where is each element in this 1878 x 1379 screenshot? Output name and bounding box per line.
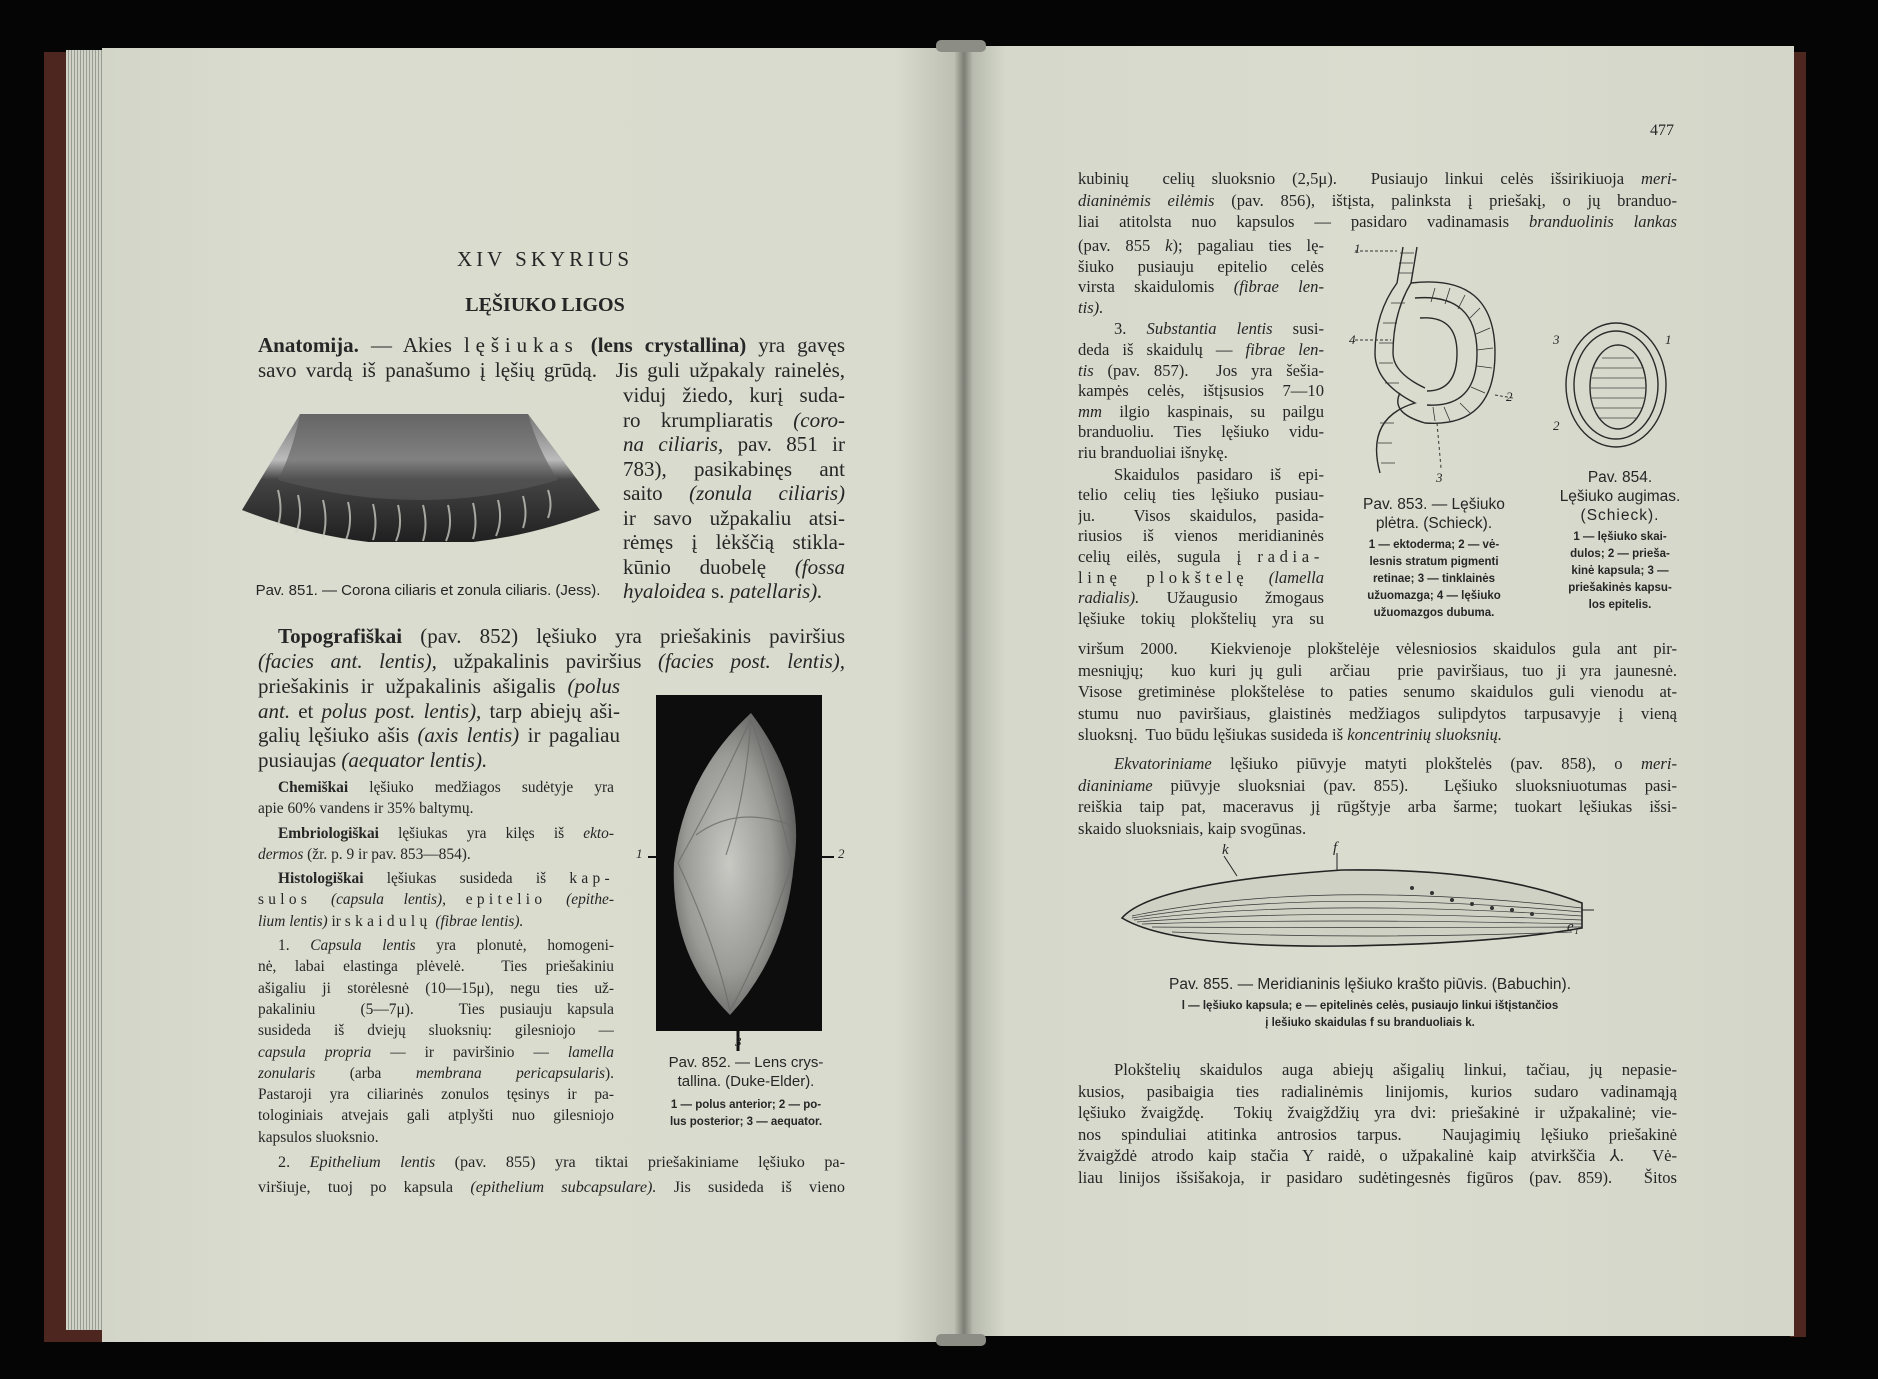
text-run: 1. bbox=[278, 937, 311, 955]
italic-text: ekto- bbox=[583, 824, 614, 842]
figure-852-caption bbox=[650, 1053, 842, 1131]
bold-text: Histologiškai bbox=[278, 870, 364, 888]
text-line bbox=[1078, 1102, 1677, 1124]
legend-line: l — lęšiuko kapsula; e — epitelinės celės, pusiaujo linkui ištįstančios bbox=[1181, 1000, 1559, 1012]
anatomy-paragraph bbox=[258, 333, 845, 382]
italic-text: fibrae len- bbox=[1245, 339, 1324, 359]
text-run: susideda iš dviejų sluoksnių: gilesniojo — bbox=[258, 1022, 614, 1040]
figure-855-caption bbox=[1090, 975, 1650, 1032]
italic-text: (aequator lentis). bbox=[341, 747, 488, 772]
paragraph bbox=[258, 823, 614, 866]
text-line bbox=[1078, 506, 1324, 527]
text-line bbox=[1078, 526, 1324, 547]
text-line bbox=[258, 1084, 614, 1105]
book-gutter bbox=[955, 46, 973, 1342]
figure-851-caption bbox=[232, 581, 624, 600]
text-run: Visose gretiminėse plokštelėse to paties senumo skaidulos guli vienodu at- bbox=[1078, 682, 1677, 702]
substantia-paragraphs bbox=[1078, 236, 1324, 629]
spaced-text: lęšiukas bbox=[463, 333, 579, 357]
figure-852-image bbox=[656, 695, 822, 1057]
legend-line: 1 — polus anterior; 2 — po- bbox=[670, 1099, 822, 1111]
text-line bbox=[258, 935, 614, 956]
topography-paragraph-column bbox=[258, 674, 620, 772]
italic-text: hyaloidea bbox=[623, 579, 706, 603]
text-line bbox=[258, 1175, 845, 1200]
text-run: nos spinduliai atitinka antrosios tarpus. Naujagimių lęšiuko priešakinė bbox=[1078, 1124, 1677, 1144]
text-run: et bbox=[290, 698, 322, 723]
text-run: lęšiukas susideda iš bbox=[363, 870, 570, 888]
text-run: kubinių celių sluoksnio (2,5μ). Pusiaujo linkui celės išsirikiuoja bbox=[1078, 169, 1642, 188]
text-run: savo vardą iš panašumo į lęšių grūdą. Jis guli užpakaly rainelės, bbox=[258, 357, 845, 382]
text-line bbox=[1078, 443, 1324, 464]
italic-text: meri- bbox=[1641, 753, 1677, 773]
figure-855-label-e1: e₁ bbox=[1567, 919, 1579, 935]
page-number: 477 bbox=[1650, 122, 1674, 139]
legend-line: lus posterior; 3 — aequator. bbox=[669, 1116, 823, 1128]
text-run: liai atitolsta nuo kapsulos — pasidaro vadinamasis bbox=[1078, 212, 1529, 232]
text-run bbox=[579, 333, 591, 357]
figure-852-label-2: 2 bbox=[838, 846, 845, 861]
text-run: yra gavęs bbox=[746, 333, 845, 357]
paragraph bbox=[258, 624, 845, 673]
italic-text: (fossa bbox=[794, 554, 845, 579]
caption-line: Pav. 853. — Lęšiuko bbox=[1363, 496, 1505, 513]
legend-line: lesnis stratum pigmenti bbox=[1369, 556, 1499, 568]
text-run: viršiuje, tuoj po kapsula bbox=[258, 1177, 471, 1196]
text-line bbox=[1078, 277, 1324, 298]
italic-text: dermos bbox=[258, 845, 304, 863]
text-line bbox=[1078, 168, 1677, 190]
paragraph bbox=[1078, 1059, 1677, 1189]
text-line bbox=[1078, 298, 1324, 319]
text-run: (arba bbox=[315, 1064, 416, 1082]
text-line bbox=[1078, 319, 1324, 340]
text-line bbox=[1078, 588, 1324, 609]
legend-line: užuomazgos dubuma. bbox=[1373, 607, 1495, 619]
text-run: pusiaujas bbox=[258, 747, 342, 772]
bold-text: Embriologiškai bbox=[278, 824, 379, 842]
histology-paragraphs bbox=[258, 777, 614, 1148]
caption-line: plėtra. (Schieck). bbox=[1375, 515, 1493, 532]
text-run: lęšiuko piūvyje matyti plokštelės (pav. 858), o bbox=[1211, 753, 1642, 773]
italic-text: koncentrinių sluoksnių. bbox=[1347, 725, 1503, 745]
italic-text: tis bbox=[1078, 360, 1094, 380]
caption-line: (Schieck). bbox=[1580, 507, 1660, 524]
text-run bbox=[311, 891, 331, 908]
chapter-heading: XIV SKYRIUS bbox=[456, 247, 634, 271]
caption-line: Pav. 852. — Lens crys- bbox=[668, 1054, 824, 1071]
italic-text: k bbox=[1165, 236, 1173, 255]
bold-text: Anatomija. bbox=[258, 333, 359, 357]
text-line bbox=[258, 649, 845, 674]
paragraph bbox=[258, 868, 614, 932]
text-run: lęšiuko medžiagos sudėtyje yra bbox=[348, 779, 614, 796]
text-run: ašigaliu ji storėlesnė (10—15μ), negu ties už- bbox=[258, 979, 614, 997]
text-run: ju. Visos skaidulos, pasida- bbox=[1078, 505, 1324, 525]
text-line bbox=[258, 798, 614, 819]
text-run: (pav. 857). Jos yra šešia- bbox=[1093, 360, 1324, 380]
text-line bbox=[1078, 1167, 1677, 1189]
text-run: piūvyje sluoksniai (pav. 855). Lęšiuko sluoksniuotumas pasi- bbox=[1152, 775, 1677, 795]
text-line bbox=[258, 358, 845, 383]
italic-text: (capsula lentis), bbox=[330, 891, 446, 909]
text-run: sluoksnį. Tuo būdu lęšiukas susideda iš bbox=[1078, 725, 1348, 745]
text-run: (žr. p. 9 ir pav. 853—854). bbox=[303, 845, 471, 863]
italic-text: tis). bbox=[1078, 297, 1104, 317]
text-line bbox=[258, 911, 614, 932]
text-line bbox=[258, 333, 845, 358]
text-line bbox=[258, 748, 620, 773]
italic-text: (axis lentis) bbox=[417, 723, 520, 747]
figure-855-label-k: k bbox=[1222, 842, 1229, 858]
italic-text: capsula propria bbox=[258, 1043, 372, 1061]
text-run: saito bbox=[623, 481, 690, 505]
figure-852-label-3: 3 bbox=[735, 1034, 742, 1049]
text-line bbox=[258, 956, 614, 977]
text-line bbox=[1078, 257, 1324, 278]
italic-text: lium lentis) bbox=[258, 912, 328, 930]
italic-text: na ciliaris, bbox=[623, 432, 724, 456]
italic-text: (facies post. lentis), bbox=[657, 648, 845, 673]
text-line bbox=[258, 674, 620, 699]
text-run: Pastaroji yra ciliarinės zonulos tęsinys ir pa- bbox=[258, 1086, 614, 1104]
text-run: ); pagaliau ties lę- bbox=[1172, 236, 1324, 255]
italic-text: Ekvatoriniame bbox=[1114, 753, 1212, 773]
text-run: telio celių ties lęšiuko pusiau- bbox=[1078, 485, 1324, 505]
page-edges bbox=[66, 50, 106, 1330]
italic-text: Capsula lentis bbox=[310, 937, 416, 955]
spaced-text: kap- bbox=[569, 870, 614, 888]
figure-853-caption bbox=[1332, 495, 1536, 622]
binding-clip-bottom bbox=[936, 1334, 986, 1346]
figure-853-label-3: 3 bbox=[1436, 470, 1443, 485]
italic-text: (coro- bbox=[793, 407, 845, 432]
text-line bbox=[258, 699, 620, 724]
text-line bbox=[258, 777, 614, 798]
spaced-text: sulos bbox=[258, 891, 312, 909]
text-line bbox=[1078, 796, 1677, 818]
italic-text: meri- bbox=[1641, 169, 1677, 188]
caption-line: Pav. 855. — Meridianinis lęšiuko krašto piūvis. (Babuchin). bbox=[1168, 976, 1572, 993]
bold-text: Chemiškai bbox=[278, 779, 349, 796]
italic-text: polus post. lentis), bbox=[321, 698, 482, 723]
text-run: s. bbox=[705, 579, 730, 603]
text-line bbox=[623, 383, 845, 408]
text-run: tarp abiejų aši- bbox=[481, 698, 620, 723]
text-run: (pav. 856), ištįsta, palinksta į priešakį, o jų branduo- bbox=[1214, 190, 1677, 210]
text-line bbox=[1078, 753, 1677, 775]
figure-854-label-2: 2 bbox=[1553, 418, 1560, 433]
paragraph bbox=[258, 333, 845, 382]
text-run: mesniųjų; kuo kuri jų guli arčiau prie paviršiaus, tuo ji yra jaunesnė. bbox=[1078, 660, 1677, 680]
paragraph bbox=[258, 674, 620, 772]
text-line bbox=[623, 555, 845, 580]
text-run: Užaugusio žmogaus bbox=[1139, 588, 1324, 608]
text-run: skaido sluoksniais, kaip svogūnas. bbox=[1078, 818, 1307, 838]
text-line bbox=[258, 844, 614, 865]
italic-text: (facies ant. lentis), bbox=[258, 648, 437, 673]
italic-text: branduolinis lankas bbox=[1528, 212, 1677, 232]
paragraph bbox=[1078, 465, 1324, 630]
text-line bbox=[623, 408, 845, 433]
text-run: lęšiukas yra kilęs iš bbox=[378, 824, 584, 842]
text-line bbox=[258, 1105, 614, 1126]
text-run: ir pagaliau bbox=[519, 723, 620, 747]
caption-line: Pav. 854. bbox=[1587, 469, 1653, 486]
text-run bbox=[1248, 568, 1268, 587]
text-line bbox=[1078, 568, 1324, 589]
italic-text: lamella bbox=[567, 1043, 614, 1061]
figure-854-label-3: 3 bbox=[1553, 332, 1560, 347]
italic-text: radialis). bbox=[1078, 588, 1140, 608]
italic-text: Substantia lentis bbox=[1146, 319, 1273, 339]
paragraph bbox=[258, 935, 614, 1148]
italic-text: (polus bbox=[567, 674, 620, 698]
text-run: ir bbox=[327, 912, 345, 930]
text-line bbox=[258, 999, 614, 1020]
figure-855-label-f: f bbox=[1333, 840, 1338, 856]
text-run: celių eilės, sugula į bbox=[1078, 546, 1258, 566]
text-run: kampės celės, ištįsusios 7—10 bbox=[1078, 381, 1324, 401]
caption-line: Lęšiuko augimas. bbox=[1559, 488, 1681, 505]
legend-line: dulos; 2 — prieša- bbox=[1570, 548, 1670, 560]
text-line bbox=[258, 1020, 614, 1041]
text-run: galių lęšiuko ašis bbox=[258, 723, 418, 747]
text-line bbox=[258, 978, 614, 999]
text-run: branduoliu. Ties lęšiuko vidu- bbox=[1078, 422, 1324, 442]
italic-text: (lamella bbox=[1268, 567, 1324, 587]
text-line bbox=[623, 579, 845, 604]
text-line bbox=[1078, 361, 1324, 382]
text-line bbox=[1078, 775, 1677, 797]
epithelium-paragraph bbox=[258, 1150, 845, 1199]
paragraph bbox=[258, 1150, 845, 1199]
text-line bbox=[1078, 609, 1324, 630]
text-line bbox=[1078, 638, 1677, 660]
legend-line: 1 — lęšiuko skai- bbox=[1573, 531, 1667, 543]
text-run: ir savo užpakaliu atsi- bbox=[623, 505, 845, 530]
text-line bbox=[258, 823, 614, 844]
text-run: Jis susideda iš vieno bbox=[656, 1177, 845, 1196]
text-run: reiškia taip pat, maceravus jį rūgštyje arba šarme; tuokart lęšiukas išsi- bbox=[1078, 797, 1677, 817]
spaced-text: radia- bbox=[1257, 546, 1324, 566]
text-run: nė, labai elastinga plėvelė. Ties priešakiniu bbox=[258, 958, 614, 976]
paragraph bbox=[1078, 168, 1677, 233]
text-line bbox=[258, 723, 620, 748]
spaced-text: skaidulų bbox=[344, 912, 432, 930]
text-line bbox=[1078, 422, 1324, 443]
text-run: apie 60% vandens ir 35% baltymų. bbox=[258, 800, 474, 818]
text-line bbox=[1078, 340, 1324, 361]
text-line bbox=[258, 1150, 845, 1175]
text-run: 783), pasikabinęs ant bbox=[623, 456, 845, 481]
paragraph bbox=[1078, 753, 1677, 839]
italic-text: (zonula ciliaris) bbox=[689, 481, 845, 505]
figure-851-image bbox=[238, 410, 604, 542]
figure-853-drawing bbox=[1345, 243, 1520, 478]
text-run: (pav. 855 bbox=[1078, 236, 1166, 255]
text-line bbox=[1078, 402, 1324, 423]
figure-854-label-1: 1 bbox=[1665, 332, 1672, 347]
legend-line: los epitelis. bbox=[1588, 599, 1652, 611]
text-run: viršum 2000. Kiekvienoje plokštelėje vėlesniosios skaidulos gula ant pir- bbox=[1078, 639, 1677, 658]
anatomy-paragraph-column bbox=[623, 383, 845, 604]
lens-star-paragraph bbox=[1078, 1059, 1677, 1189]
text-line bbox=[1078, 660, 1677, 682]
text-line bbox=[1078, 1059, 1677, 1081]
text-run: rėmęs į lėkščią stikla- bbox=[623, 530, 845, 554]
figure-853-label-2: 2 bbox=[1506, 389, 1513, 404]
text-line bbox=[1078, 547, 1324, 568]
text-run: 2. bbox=[278, 1153, 310, 1171]
figure-851-caption-text: Pav. 851. — Corona ciliaris et zonula ciliaris. (Jess). bbox=[255, 582, 601, 599]
text-run: kapsulos sluoksnio. bbox=[258, 1128, 379, 1146]
text-line bbox=[258, 1042, 614, 1063]
italic-text: (fibrae len- bbox=[1233, 277, 1324, 297]
italic-text: Epithelium lentis bbox=[309, 1153, 436, 1171]
text-run: liau linijos išsišakoja, ir pasidaro sudėtingesnės figūros (pav. 859). Šitos bbox=[1078, 1167, 1677, 1187]
figure-854-caption bbox=[1540, 468, 1700, 614]
text-line bbox=[1078, 1124, 1677, 1146]
text-run: priešakinis ir užpakalinis ašigalis bbox=[258, 674, 568, 698]
text-run: susi- bbox=[1272, 319, 1324, 339]
figure-855-drawing bbox=[1112, 848, 1602, 958]
text-run: lęšiuko žvaigždę. Tokių žvaigždžių yra dvi: priešakinė ir užpakalinė; vie- bbox=[1078, 1103, 1677, 1123]
bold-text: (lens crystallina) bbox=[590, 333, 747, 357]
paragraph bbox=[1078, 638, 1677, 746]
figure-852-label-1: 1 bbox=[636, 846, 643, 861]
text-line bbox=[1078, 681, 1677, 703]
legend-line: 1 — ektoderma; 2 — vė- bbox=[1368, 539, 1500, 551]
text-run: stumu nuo paviršiaus, glaistinės medžiagos sulipdytos tarpusavyje į vieną bbox=[1078, 703, 1677, 723]
text-run: — ir paviršinio — bbox=[371, 1043, 568, 1061]
figure-853-label-1: 1 bbox=[1354, 241, 1361, 256]
text-run: ). bbox=[605, 1064, 614, 1082]
lamella-paragraphs bbox=[1078, 638, 1677, 839]
italic-text: dianinėmis eilėmis bbox=[1078, 190, 1215, 210]
caption-line: tallina. (Duke-Elder). bbox=[677, 1073, 815, 1090]
text-run: tologiniais atvejais gali atplyšti nuo gilesniojo bbox=[258, 1107, 614, 1125]
text-run: Skaidulos pasidaro iš epi- bbox=[1114, 464, 1324, 484]
text-line bbox=[1078, 703, 1677, 725]
spaced-text: linę plokštelę bbox=[1078, 567, 1249, 587]
text-run: ro krumpliaratis bbox=[623, 407, 794, 432]
text-run: (pav. 852) lęšiuko yra priešakinis paviršius bbox=[402, 624, 845, 648]
legend-line: priešakinės kapsu- bbox=[1568, 582, 1672, 594]
figure-852-axis-ticks bbox=[648, 855, 848, 859]
figure-854-drawing bbox=[1560, 318, 1672, 453]
text-run: yra plonutė, homogeni- bbox=[415, 937, 614, 955]
text-line bbox=[1078, 818, 1677, 840]
text-run: (pav. 855) yra tiktai priešakiniame lęšiuko pa- bbox=[435, 1153, 845, 1171]
text-run: žvaigždė atrodo kaip stačia Y raidė, o užpakalinė kaip atvirkščia ⅄. Vė- bbox=[1078, 1146, 1677, 1166]
text-run: viduj žiedo, kurį suda- bbox=[623, 383, 845, 407]
italic-text: membrana pericapsularis bbox=[415, 1064, 606, 1082]
italic-text: (epithelium subcapsulare). bbox=[470, 1177, 657, 1196]
text-run: užpakalinis paviršius bbox=[436, 648, 658, 673]
italic-text: (fibrae lentis). bbox=[435, 912, 524, 930]
paragraph bbox=[258, 777, 614, 820]
text-line bbox=[258, 1063, 614, 1084]
text-line bbox=[623, 432, 845, 457]
text-run: kusios, pasibaigia ties radialinėmis linijomis, kurios sudaro vadinamąją bbox=[1078, 1081, 1677, 1101]
text-line bbox=[1078, 1145, 1677, 1167]
text-run: riusios iš vienos meridianinės bbox=[1078, 526, 1324, 546]
italic-text: (epithe- bbox=[566, 891, 614, 909]
text-line bbox=[258, 624, 845, 649]
text-line bbox=[1078, 485, 1324, 506]
paragraph bbox=[1078, 319, 1324, 463]
text-line bbox=[258, 1127, 614, 1148]
text-run: 3. bbox=[1114, 319, 1147, 339]
text-line bbox=[1078, 190, 1677, 212]
figure-853-label-4: 4 bbox=[1349, 332, 1356, 347]
paragraph bbox=[623, 383, 845, 604]
text-run: — Akies bbox=[358, 333, 464, 357]
text-line bbox=[1078, 724, 1677, 746]
legend-line: į lešiuko skaidulas f su branduoliais k. bbox=[1265, 1017, 1475, 1029]
text-run: lęšiuke tokių plokštelių yra su bbox=[1078, 608, 1324, 628]
spaced-text: epitelio bbox=[465, 891, 547, 909]
text-run: kūnio duobelę bbox=[623, 554, 795, 579]
epithelium-continued-paragraph bbox=[1078, 168, 1677, 233]
text-line bbox=[1078, 465, 1324, 486]
text-run bbox=[546, 891, 566, 908]
text-run bbox=[446, 891, 466, 908]
text-run: šiuko pusiauju epitelio celės bbox=[1078, 256, 1324, 276]
text-run: Plokštelių skaidulos auga abiejų ašigalių linkui, tačiau, jų nepasie- bbox=[1114, 1060, 1677, 1079]
text-run: virsta skaidulomis bbox=[1078, 277, 1234, 297]
topography-paragraph bbox=[258, 624, 845, 673]
text-line bbox=[623, 506, 845, 531]
text-line bbox=[1078, 236, 1324, 257]
italic-text: dianiniame bbox=[1078, 775, 1153, 795]
text-run: pav. 851 ir bbox=[723, 432, 845, 456]
paragraph bbox=[1078, 236, 1324, 318]
legend-line: užuomazga; 4 — lęšiuko bbox=[1367, 590, 1501, 602]
text-run: pakaliniu (5—7μ). Ties pusiauju kapsula bbox=[258, 1000, 614, 1018]
text-run: riu branduoliai išnykę. bbox=[1078, 442, 1228, 462]
text-line bbox=[623, 530, 845, 555]
italic-text: patellaris). bbox=[729, 579, 823, 603]
text-line bbox=[258, 889, 614, 910]
text-run: deda iš skaidulų — bbox=[1078, 339, 1246, 359]
text-line bbox=[1078, 1081, 1677, 1103]
legend-line: kinė kapsula; 3 — bbox=[1571, 565, 1669, 577]
text-line bbox=[1078, 211, 1677, 233]
text-line bbox=[258, 868, 614, 889]
italic-text: zonularis bbox=[258, 1064, 316, 1082]
italic-text: mm bbox=[1078, 401, 1102, 421]
italic-text: ant. bbox=[258, 698, 291, 723]
bold-text: Topografiškai bbox=[278, 624, 403, 648]
text-line bbox=[1078, 381, 1324, 402]
text-line bbox=[623, 457, 845, 482]
chapter-title: LĘŠIUKO LIGOS bbox=[465, 294, 625, 316]
legend-line: retinae; 3 — tinklainės bbox=[1372, 573, 1496, 585]
binding-clip-top bbox=[936, 40, 986, 52]
text-run: ilgio kaspinais, su pailgu bbox=[1101, 401, 1324, 421]
text-line bbox=[623, 481, 845, 506]
